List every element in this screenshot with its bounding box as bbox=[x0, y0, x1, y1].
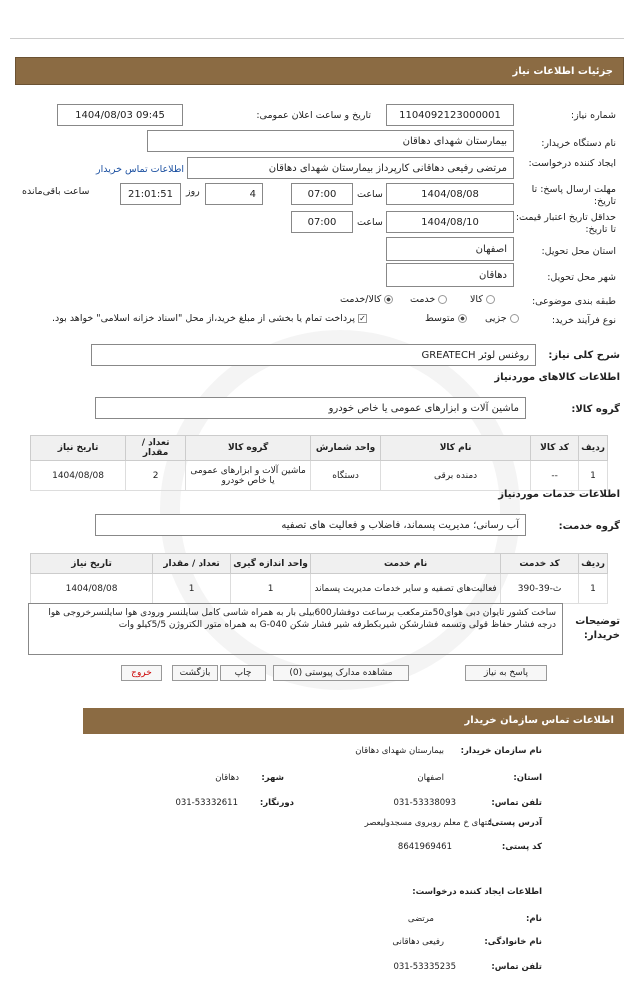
need-number-field: 1104092123000001 bbox=[386, 104, 514, 126]
cell: 1404/08/08 bbox=[31, 574, 153, 604]
buyer-org-field: بیمارستان شهدای دهاقان bbox=[147, 130, 514, 152]
contact-org-value: بیمارستان شهدای دهاقان bbox=[355, 746, 444, 756]
col-header: تعداد / مقدار bbox=[126, 436, 186, 461]
creator-label: ایجاد کننده درخواست: bbox=[528, 158, 616, 169]
col-header: کد خدمت bbox=[501, 554, 579, 574]
page-title: جزئیات اطلاعات نیاز bbox=[15, 57, 624, 85]
contact-address-label: آدرس پستی: bbox=[487, 818, 542, 828]
table-row bbox=[31, 574, 608, 604]
cell: ماشین آلات و ابزارهای عمومی یا خاص خودرو bbox=[186, 461, 311, 491]
province-label: استان محل تحویل: bbox=[541, 246, 616, 257]
cell: 1 bbox=[579, 574, 608, 604]
table-header-row bbox=[31, 554, 608, 574]
col-header: کد کالا bbox=[531, 436, 579, 461]
creator-family-label: نام خانوادگی: bbox=[484, 937, 542, 947]
need-number-label: شماره نیاز: bbox=[570, 110, 616, 121]
cell: 1 bbox=[231, 574, 311, 604]
creator-phone-value: 031-53335235 bbox=[393, 962, 456, 972]
min-validity-time-label: ساعت bbox=[357, 217, 383, 228]
cell: -- bbox=[531, 461, 579, 491]
contact-section-title: اطلاعات تماس سازمان خریدار bbox=[83, 708, 624, 734]
contact-postal-value: 8641969461 bbox=[397, 842, 452, 852]
category-both-option[interactable]: کالا/خدمت bbox=[340, 294, 393, 305]
col-header: تاریخ نیاز bbox=[31, 554, 153, 574]
buyer-notes-label: توضیحات خریدار: bbox=[575, 616, 620, 641]
process-minor-option[interactable]: جزیی bbox=[485, 313, 519, 324]
creator-name-label: نام: bbox=[525, 914, 542, 924]
back-button[interactable]: بازگشت bbox=[172, 665, 218, 681]
cell: 1404/08/08 bbox=[31, 461, 126, 491]
attachments-button[interactable]: مشاهده مدارک پیوستی (0) bbox=[273, 665, 409, 681]
col-header: واحد شمارش bbox=[311, 436, 381, 461]
cell: دمنده برقی bbox=[381, 461, 531, 491]
creator-info-title: اطلاعات ایجاد کننده درخواست: bbox=[412, 887, 542, 897]
col-header: واحد اندازه گیری bbox=[231, 554, 311, 574]
process-medium-option[interactable]: متوسط bbox=[425, 313, 467, 324]
services-table bbox=[30, 553, 608, 604]
deadline-time-field: 07:00 bbox=[291, 183, 353, 205]
contact-phone-label: تلفن تماس: bbox=[491, 798, 542, 808]
province-field: اصفهان bbox=[386, 237, 514, 261]
checkbox-icon: ✓ bbox=[359, 314, 366, 323]
contact-fax-label: دورنگار: bbox=[259, 798, 294, 808]
announce-label: تاریخ و ساعت اعلان عمومی: bbox=[256, 110, 371, 121]
cell: 2 bbox=[126, 461, 186, 491]
buyer-contact-link[interactable]: اطلاعات تماس خریدار bbox=[96, 164, 185, 175]
contact-address-value: انتهای خ معلم روبروی مسجدولیعصر bbox=[364, 818, 492, 828]
table-header-row bbox=[31, 436, 608, 461]
print-button[interactable]: چاپ bbox=[220, 665, 266, 681]
col-header: نام خدمت bbox=[311, 554, 501, 574]
city-field: دهاقان bbox=[386, 263, 514, 287]
contact-city-label: شهر: bbox=[261, 773, 284, 783]
category-goods-option[interactable]: کالا bbox=[470, 294, 495, 305]
category-service-option[interactable]: خدمت bbox=[410, 294, 447, 305]
col-header: تعداد / مقدار bbox=[153, 554, 231, 574]
remaining-label: ساعت باقی‌مانده bbox=[22, 186, 90, 197]
exit-button[interactable]: خروج bbox=[121, 665, 162, 681]
reply-button[interactable]: پاسخ به نیاز bbox=[465, 665, 547, 681]
payment-checkbox[interactable]: ✓پرداخت تمام یا بخشی از مبلغ خرید،از محل "اسناد خزانه اسلامی" خواهد بود. bbox=[52, 313, 366, 324]
announce-field: 1404/08/03 09:45 bbox=[57, 104, 183, 126]
cell: فعالیت‌های تصفیه و سایر خدمات مدیریت پسماند bbox=[311, 574, 501, 604]
contact-phone-value: 031-53338093 bbox=[393, 798, 456, 808]
creator-family-value: رفیعی دهاقانی bbox=[392, 937, 444, 947]
cell: 1 bbox=[153, 574, 231, 604]
deadline-time-label: ساعت bbox=[357, 189, 383, 200]
contact-fax-value: 031-53332611 bbox=[175, 798, 238, 808]
days-field: 4 bbox=[205, 183, 263, 205]
radio-selected-icon bbox=[384, 295, 393, 304]
top-divider bbox=[10, 38, 624, 39]
goods-table bbox=[30, 435, 608, 491]
buyer-notes-field: ساخت کشور تایوان دبی هوای50مترمکعب برساعت دوفشار600بیلی بار به همراه شاسی کامل سایلنسر ورودی هوا سایلنسرخروجی هوا درجه فشار حفاظ قولی وتسمه فشارشکن شیربکطرفه شیر فشار شکن 040-G به همراه متور الکتروژن 5/5کیلو وات bbox=[28, 603, 563, 655]
goods-group-label: گروه کالا: bbox=[571, 404, 620, 415]
radio-icon bbox=[438, 295, 447, 304]
radio-selected-icon bbox=[458, 314, 467, 323]
deadline-date-field: 1404/08/08 bbox=[386, 183, 514, 205]
buyer-org-label: نام دستگاه خریدار: bbox=[541, 138, 616, 149]
cell: 1 bbox=[579, 461, 608, 491]
creator-phone-label: تلفن تماس: bbox=[491, 962, 542, 972]
table-row bbox=[31, 461, 608, 491]
goods-section-title: اطلاعات کالاهای موردنیاز bbox=[494, 372, 620, 383]
col-header: ردیف bbox=[579, 554, 608, 574]
process-label: نوع فرآیند خرید: bbox=[551, 315, 616, 326]
deadline-label: مهلت ارسال پاسخ: تا تاریخ: bbox=[531, 184, 616, 207]
radio-icon bbox=[510, 314, 519, 323]
contact-postal-label: کد پستی: bbox=[501, 842, 542, 852]
services-section-title: اطلاعات خدمات موردنیاز bbox=[498, 489, 620, 500]
min-validity-label: حداقل تاریخ اعتبار قیمت: تا تاریخ: bbox=[515, 212, 616, 235]
creator-name-value: مرتضی bbox=[407, 914, 434, 924]
col-header: ردیف bbox=[579, 436, 608, 461]
category-label: طبقه بندی موضوعی: bbox=[531, 296, 616, 307]
cell: ث-39-390 bbox=[501, 574, 579, 604]
services-group-field: آب رسانی؛ مدیریت پسماند، فاضلاب و فعالیت های تصفیه bbox=[95, 514, 526, 536]
services-group-label: گروه خدمت: bbox=[558, 521, 620, 532]
col-header: تاریخ نیاز bbox=[31, 436, 126, 461]
min-validity-date-field: 1404/08/10 bbox=[386, 211, 514, 233]
creator-field: مرتضی رفیعی دهاقانی کارپرداز بیمارستان شهدای دهاقان bbox=[187, 157, 514, 179]
col-header: گروه کالا bbox=[186, 436, 311, 461]
summary-label: شرح کلی نیاز: bbox=[548, 350, 620, 361]
city-label: شهر محل تحویل: bbox=[547, 272, 616, 283]
days-label: روز bbox=[186, 186, 200, 197]
min-validity-time-field: 07:00 bbox=[291, 211, 353, 233]
cell: دستگاه bbox=[311, 461, 381, 491]
radio-icon bbox=[486, 295, 495, 304]
summary-field: روغنس لوئر GREATECH bbox=[91, 344, 536, 366]
contact-province-label: استان: bbox=[513, 773, 542, 783]
goods-group-field: ماشین آلات و ابزارهای عمومی یا خاص خودرو bbox=[95, 397, 526, 419]
contact-province-value: اصفهان bbox=[417, 773, 444, 783]
col-header: نام کالا bbox=[381, 436, 531, 461]
remaining-field: 21:01:51 bbox=[120, 183, 181, 205]
contact-org-label: نام سازمان خریدار: bbox=[460, 746, 542, 756]
contact-city-value: دهاقان bbox=[215, 773, 239, 783]
